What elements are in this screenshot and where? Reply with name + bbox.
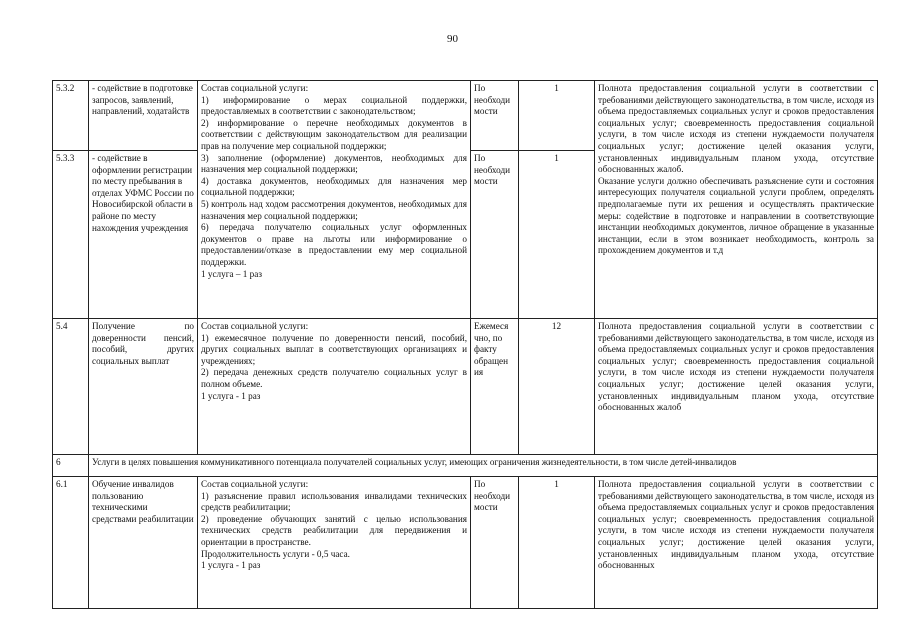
service-quantity: 1: [519, 477, 595, 609]
service-name: Получение по доверенности пенсий, пособий, других социальных выплат: [89, 319, 198, 455]
service-content: Состав социальной услуги: 1) разъяснение правил использования инвалидами технических средств реабилитации; 2) проведение обучающих занятий с целью использования технических средств реабилитации для передвижения и ориентации в пространстве. Продолжительность услуги - 0,5 часа. 1 услуга - 1 раз: [198, 477, 471, 609]
page-number: 90: [447, 33, 458, 45]
service-content: Состав социальной услуги: 1) информирование о мерах социальной поддержки, предоставляемых в соответствии с законодательством; 2) информирование о перечне необходимых документов в соответствии с действующим законодательством для реализации прав на получение мер социальной поддержки; 3) заполнение (оформление) документов, необходимых для назначения мер социальной поддержки; 4) доставка документов, необходимых для назначения мер социальной поддержки; 5) контроль над ходом рассмотрения документов, необходимых для назначения мер социальной поддержки; 6) передача получателю социальных услуг оформленных документов о праве на льготы или информирование о предоставлении/отказе в предоставлении ему мер социальной поддержки. 1 услуга – 1 раз: [198, 81, 471, 319]
service-name: - содействие в оформлении регистрации по месту пребывания в отделах УФМС России по Новосибирской области в районе по месту нахождения учреждения: [89, 151, 198, 319]
service-quality: Полнота предоставления социальной услуги в соответствии с требованиями действующего законодательства, в том числе, исходя из объема предоставляемых социальных услуг и сроков предоставления социальных услуг; своевременность предоставления социальной услуги, в том числе исходя из степени нуждаемости получателя социальных услуг; достижение целей оказания услуги, установленных индивидуальным планом ухода, отсутствие обоснованных жалоб. Оказание услуги должно обеспечивать разъяснение сути и состояния интересующих получателя социальной услуги проблем, определять предполагаемые пути их решения и осуществлять практические меры: содействие в подготовке и направлении в соответствующие инстанции необходимых документов, личное обращение в указанные инстанции, если в этом возникает необходимость, контроль за прохождением документов и т.д: [595, 81, 878, 319]
table-row-5-3-2: [53, 81, 878, 151]
service-quality: Полнота предоставления социальной услуги в соответствии с требованиями действующего законодательства, в том числе, исходя из объема предоставляемых социальных услуг и сроков предоставления социальных услуг; своевременность предоставления социальной услуги, в том числе исходя из степени нуждаемости получателя социальных услуг; достижение целей оказания услуги, установленных индивидуальным планом ухода, отсутствие обоснованных: [595, 477, 878, 609]
service-quantity: 1: [519, 151, 595, 319]
table-row-6-1: [53, 477, 878, 609]
service-name: Обучение инвалидов пользованию техническими средствами реабилитации: [89, 477, 198, 609]
service-quantity: 1: [519, 81, 595, 151]
services-table: [52, 80, 878, 609]
row-number: 5.3.3: [53, 151, 89, 319]
section-number: 6: [53, 455, 89, 477]
table-row-5-4: [53, 319, 878, 455]
section-title: Услуги в целях повышения коммуникативного потенциала получателей социальных услуг, имеющих ограничения жизнедеятельности, в том числе детей-инвалидов: [89, 455, 878, 477]
section-row-6: [53, 455, 878, 477]
service-frequency: По необходи мости: [471, 477, 519, 609]
service-content: Состав социальной услуги: 1) ежемесячное получение по доверенности пенсий, пособий, других социальных выплат в соответствующих организациях и учреждениях; 2) передача денежных средств получателю социальных услуг в полном объеме. 1 услуга - 1 раз: [198, 319, 471, 455]
service-quality: Полнота предоставления социальной услуги в соответствии с требованиями действующего законодательства, в том числе, исходя из объема предоставляемых социальных услуг и сроков предоставления социальных услуг; своевременность предоставления социальной услуги, в том числе исходя из степени нуждаемости получателя социальных услуг; достижение целей оказания услуги, установленных индивидуальным планом ухода, отсутствие обоснованных жалоб: [595, 319, 878, 455]
service-frequency: По необходи мости: [471, 151, 519, 319]
row-number: 6.1: [53, 477, 89, 609]
service-frequency: По необходи мости: [471, 81, 519, 151]
row-number: 5.4: [53, 319, 89, 455]
service-name: - содействие в подготовке запросов, заявлений, направлений, ходатайств: [89, 81, 198, 151]
service-frequency: Ежемеся чно, по факту обращен ия: [471, 319, 519, 455]
row-number: 5.3.2: [53, 81, 89, 151]
service-quantity: 12: [519, 319, 595, 455]
